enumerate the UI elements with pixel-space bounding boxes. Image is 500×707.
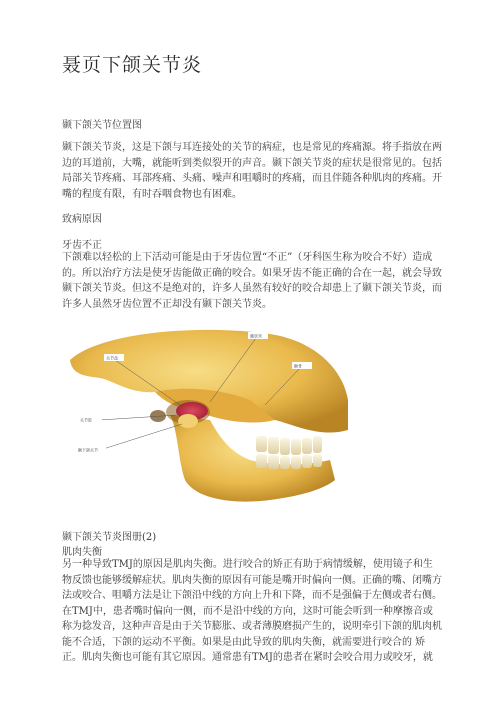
cause-heading: 致病原因 bbox=[62, 214, 102, 225]
section-label-position-diagram: 颞下颌关节位置图 bbox=[62, 120, 142, 131]
figure-tag: 关节腔 bbox=[80, 417, 92, 423]
upper-teeth bbox=[256, 436, 322, 455]
muscle-subheading: 肌肉失衡 bbox=[62, 547, 102, 558]
mandibular-condyle bbox=[178, 414, 198, 428]
teeth-subheading: 牙齿不正 bbox=[62, 240, 102, 251]
tmj-anatomy-illustration bbox=[60, 320, 350, 510]
figure-tag: 颞骨 bbox=[294, 363, 302, 369]
page-title: 聂页下颌关节炎 bbox=[62, 54, 203, 76]
figure-tag: 关节盘 bbox=[106, 355, 118, 361]
skull-cranium bbox=[70, 330, 348, 433]
teeth-paragraph: 下颌难以轻松的上下活动可能是由于牙齿位置“不正”（牙科医生称为咬合不好）造成的。所以治疗方法是使牙齿能做正确的咬合。如果牙齿不能正确的合在一起，就会导致颞下颌关节炎。但这不是绝对的，许多人虽然有较好的咬合却患上了颞下颌关节炎，而许多人虽然牙齿位置不正却没有颞下颌关节炎。 bbox=[62, 252, 442, 310]
section-label-atlas: 颞下颌关节炎图册(2) bbox=[62, 532, 157, 543]
figure-tag: 颞下颌关节 bbox=[78, 447, 98, 453]
muscle-paragraph: 另一种导致TMJ的原因是肌肉失衡。进行咬合的矫正有助于病情缓解，使用镜子和生物反馈也能够缓解症状。肌肉失衡的原因有可能是嘴开时偏向一侧。正确的嘴、闭嘴方法或咬合、咀嚼方法是让下颌沿中线的方向上升和下降，而不是强偏于左侧或者右侧。在TMJ中，患者嘴时偏向一侧，而不是沿中线的方向，这时可能会听到一种摩擦音或称为捻发音，这种声音是由于关节膨胀、或者薄膜磨损产生的，说明牵引下颌的肌肉机能不合适，下颌的运动不平衡。如果是由此导致的肌肉失衡，就需要进行咬合的 矫正。肌肉失衡也可能有其它原因。通常患有TMJ的患者在紧时会咬合用力或咬牙，就 bbox=[62, 559, 442, 663]
figure-tag: 髁状突 bbox=[250, 333, 262, 339]
intro-paragraph: 颞下颌关节炎，这是下颌与耳连接处的关节的病症，也是常见的疼痛源。将手指放在两边的耳道前，大嘴，就能听到类似裂开的声音。颞下颌关节炎的症状是很常见的。包括局部关节疼痛、耳部疼痛、头痛、噪声和咀嚼时的疼痛，而且伴随各种肌肉的疼痛。开嘴的程度有限，有时吞咽食物也有困难。 bbox=[62, 142, 442, 200]
